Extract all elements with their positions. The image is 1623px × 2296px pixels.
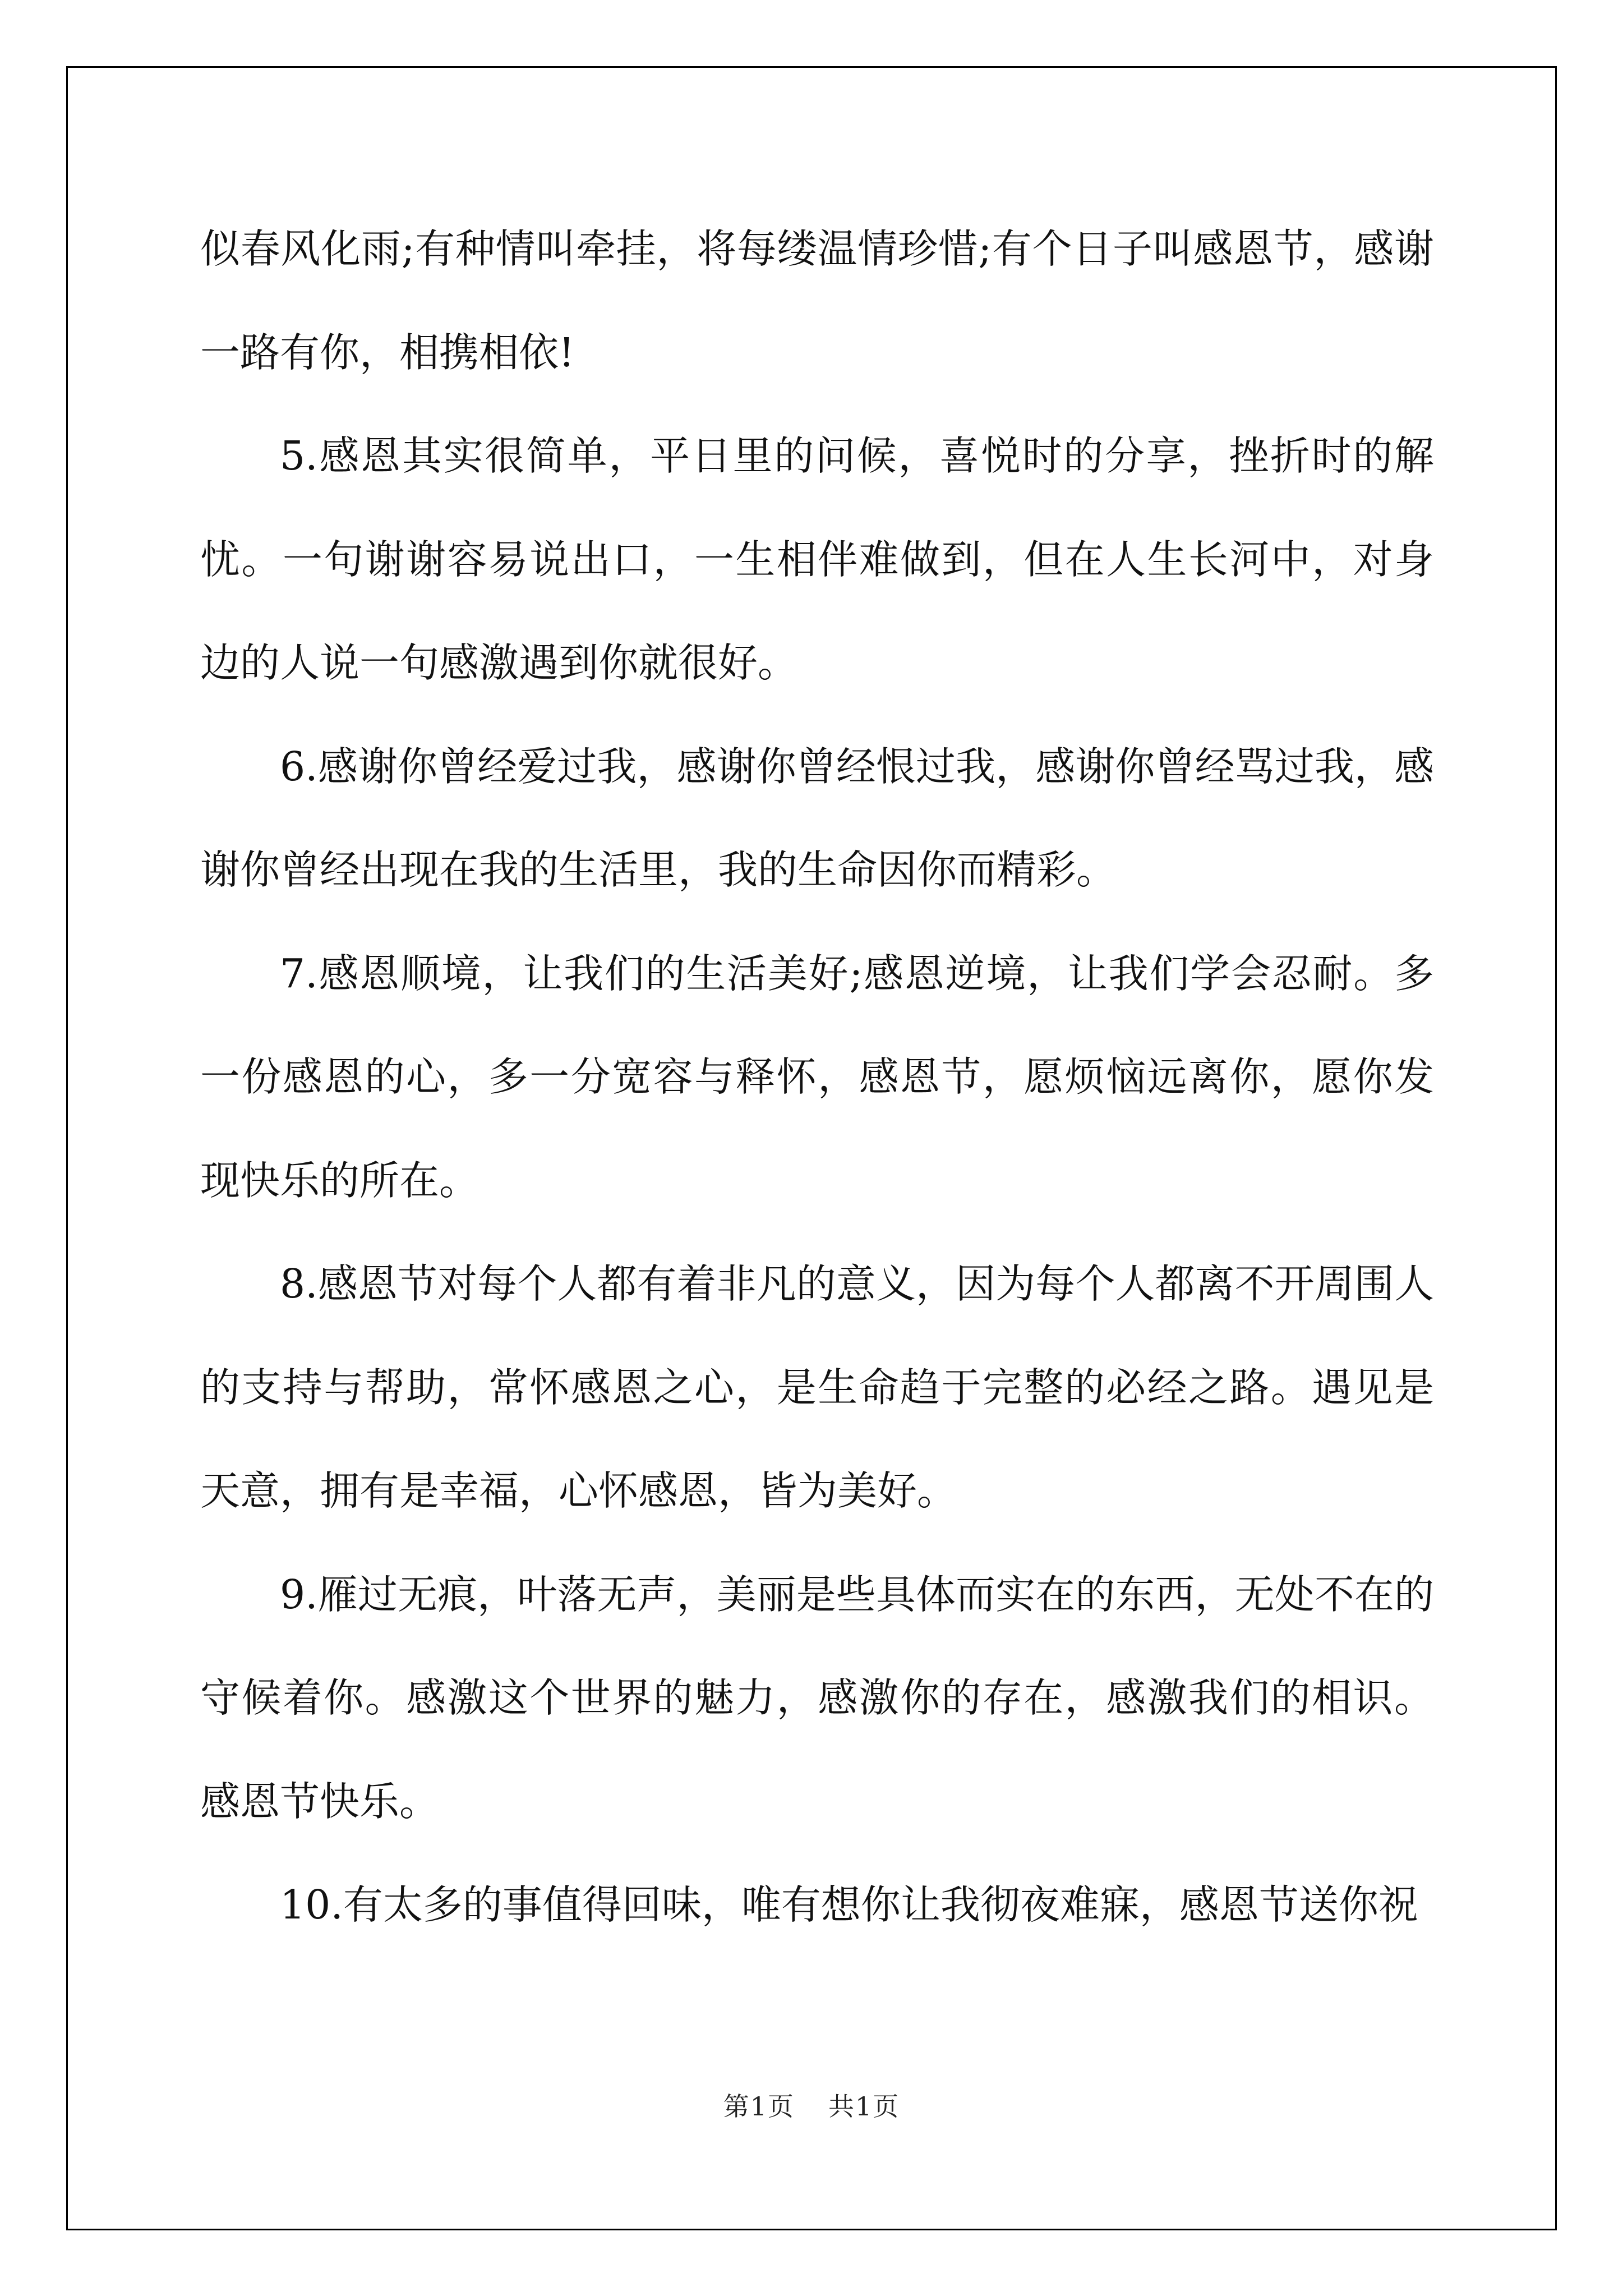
paragraph-item-8: 8.感恩节对每个人都有着非凡的意义，因为每个人都离不开周围人的支持与帮助，常怀感恩之心，是生命趋于完整的必经之路。遇见是天意，拥有是幸福，心怀感恩，皆为美好。 bbox=[200, 1260, 1434, 1514]
paragraph-item-7: 7.感恩顺境，让我们的生活美好;感恩逆境，让我们学会忍耐。多一份感恩的心，多一分宽容与释怀，感恩节，愿烦恼远离你，愿你发现快乐的所在。 bbox=[200, 950, 1434, 1204]
paragraph-item-5: 5.感恩其实很简单，平日里的问候，喜悦时的分享，挫折时的解忧。一句谢谢容易说出口，一生相伴难做到，但在人生长河中，对身边的人说一句感激遇到你就很好。 bbox=[200, 432, 1434, 686]
paragraph-item-10: 10.有太多的事值得回味，唯有想你让我彻夜难寐，感恩节送你祝 bbox=[280, 1881, 1418, 1928]
paragraph-item-9: 9.雁过无痕，叶落无声，美丽是些具体而实在的东西，无处不在的守候着你。感激这个世界的魅力，感激你的存在，感激我们的相识。感恩节快乐。 bbox=[200, 1571, 1434, 1825]
page-footer bbox=[0, 2086, 1623, 2123]
page-total: 共1页 bbox=[828, 2091, 900, 2122]
paragraph-item-6: 6.感谢你曾经爱过我，感谢你曾经恨过我，感谢你曾经骂过我，感谢你曾经出现在我的生活里，我的生命因你而精彩。 bbox=[200, 743, 1434, 893]
paragraph-continuation: 似春风化雨;有种情叫牵挂，将每缕温情珍惜;有个日子叫感恩节，感谢一路有你，相携相依! bbox=[200, 226, 1434, 376]
page-number: 第1页 bbox=[723, 2091, 795, 2122]
document-body bbox=[200, 197, 1434, 1957]
